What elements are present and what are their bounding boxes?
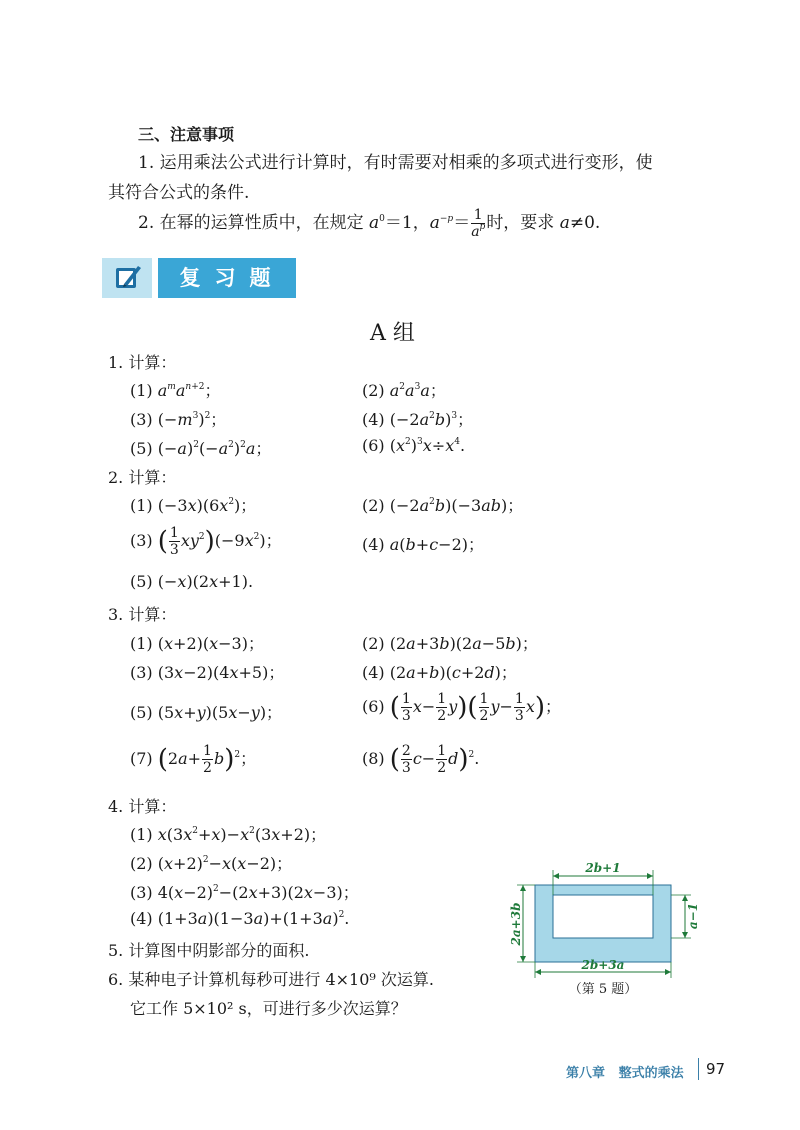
problem-3-7: (7) (2a+ $\frac{1}{2}$ b)$^2$； bbox=[130, 743, 257, 776]
banner-title-box bbox=[158, 258, 296, 298]
problem-6-line2: 它工作 5×10² s，可进行多少次运算？ bbox=[130, 999, 407, 1018]
problem-2-2: (2) $(-2a^2b)(-3ab)$； bbox=[362, 496, 524, 515]
notes-item1-line1: 1. 运用乘法公式进行计算时，有时需要对相乘的多项式进行变形，使 bbox=[138, 153, 653, 173]
problem-1-1: (1) $a^ma^{n+2}$； bbox=[130, 381, 221, 400]
problem-4-2: (2) $(x+2)^2-x(x-2)$； bbox=[130, 854, 293, 873]
footer-chapter-number: 第八章 bbox=[566, 1066, 606, 1081]
problem-2-4: (4) a(b+c−2)； bbox=[362, 535, 485, 554]
problem-2-label: 2. 计算： bbox=[108, 468, 177, 487]
notes-item2: 2. 在幂的运算性质中，在规定 $a^0=1$，$a^{-p}=$ $\frac{1}{a^p}$ 时，要求 a≠0. bbox=[138, 207, 601, 240]
problem-2-1: (1) $(-3x)(6x^2)$； bbox=[130, 496, 257, 515]
problem-3-2: (2) (2a+3b)(2a−5b)； bbox=[362, 634, 538, 653]
notes-heading: 三、注意事项 bbox=[138, 125, 235, 144]
footer-divider bbox=[698, 1058, 699, 1080]
notes-item1-line2: 其符合公式的条件. bbox=[108, 183, 250, 203]
problem-1-2: (2) $a^2a^3a$； bbox=[362, 381, 446, 400]
label-right: a−1 bbox=[686, 902, 700, 930]
problem-5: 5. 计算图中阴影部分的面积. bbox=[108, 941, 310, 960]
problem-6-line1: 6. 某种电子计算机每秒可进行 4×10⁹ 次运算. bbox=[108, 970, 434, 989]
problem-3-4: (4) (2a+b)(c+2d)； bbox=[362, 663, 517, 682]
problem-1-6: (6) $(x^2)^3x\div x^4$. bbox=[362, 436, 466, 455]
problem-3-1: (1) (x+2)(x−3)； bbox=[130, 634, 264, 653]
figure-caption: （第 5 题） bbox=[568, 982, 638, 997]
problem-1-4: (4) $(-2a^2b)^3$； bbox=[362, 410, 474, 429]
problem-3-label: 3. 计算： bbox=[108, 605, 177, 624]
problem-1-label: 1. 计算： bbox=[108, 353, 177, 372]
banner-title: 复习题 bbox=[179, 266, 285, 290]
problem-2-5: (5) (−x)(2x+1). bbox=[130, 572, 254, 591]
page-number: 97 bbox=[706, 1060, 726, 1078]
problem-3-8: (8) ( $\frac{2}{3}$ c− $\frac{1}{2}$ d)$^2$. bbox=[362, 743, 480, 776]
label-bottom: 2b+3a bbox=[581, 958, 625, 972]
problem-4-1: (1) $x(3x^2+x)-x^2(3x+2)$； bbox=[130, 825, 327, 844]
figure-problem-5 bbox=[505, 858, 705, 998]
problem-1-3: (3) $(-m^3)^2$； bbox=[130, 410, 227, 429]
problem-2-3: (3) ( $\frac{1}{3}$ $xy^2)(-9x^2)$； bbox=[130, 525, 282, 558]
footer-chapter bbox=[566, 1062, 684, 1081]
problem-4-label: 4. 计算： bbox=[108, 797, 177, 816]
group-title: A 组 bbox=[370, 321, 415, 346]
problem-1-5: (5) $(-a)^2(-a^2)^2a$； bbox=[130, 439, 272, 458]
problem-3-3: (3) (3x−2)(4x+5)； bbox=[130, 663, 285, 682]
problem-4-4: (4) $(1+3a)(1-3a)+(1+3a)^2$. bbox=[130, 909, 350, 928]
label-top: 2b+1 bbox=[585, 861, 621, 875]
problem-3-6: (6) ( $\frac{1}{3}$ x− $\frac{1}{2}$ y)( $\frac{1}{2}$ y− $\frac{1}{3}$ x)； bbox=[362, 691, 562, 724]
review-banner bbox=[102, 258, 296, 298]
problem-4-3: (3) $4(x-2)^2-(2x+3)(2x-3)$； bbox=[130, 883, 359, 902]
label-left: 2a+3b bbox=[509, 902, 523, 946]
formula-a0: $a^0=1$，$a^{-p}=$ $\frac{1}{a^p}$ bbox=[369, 207, 486, 240]
footer-chapter-title: 整式的乘法 bbox=[618, 1066, 684, 1081]
pencil-note-icon bbox=[102, 258, 152, 298]
formula-a-neq-0: a≠0 bbox=[559, 213, 595, 233]
problem-3-5: (5) (5x+y)(5x−y)； bbox=[130, 703, 283, 722]
banner-icon-box bbox=[102, 258, 152, 298]
inner-rectangle bbox=[553, 895, 653, 938]
